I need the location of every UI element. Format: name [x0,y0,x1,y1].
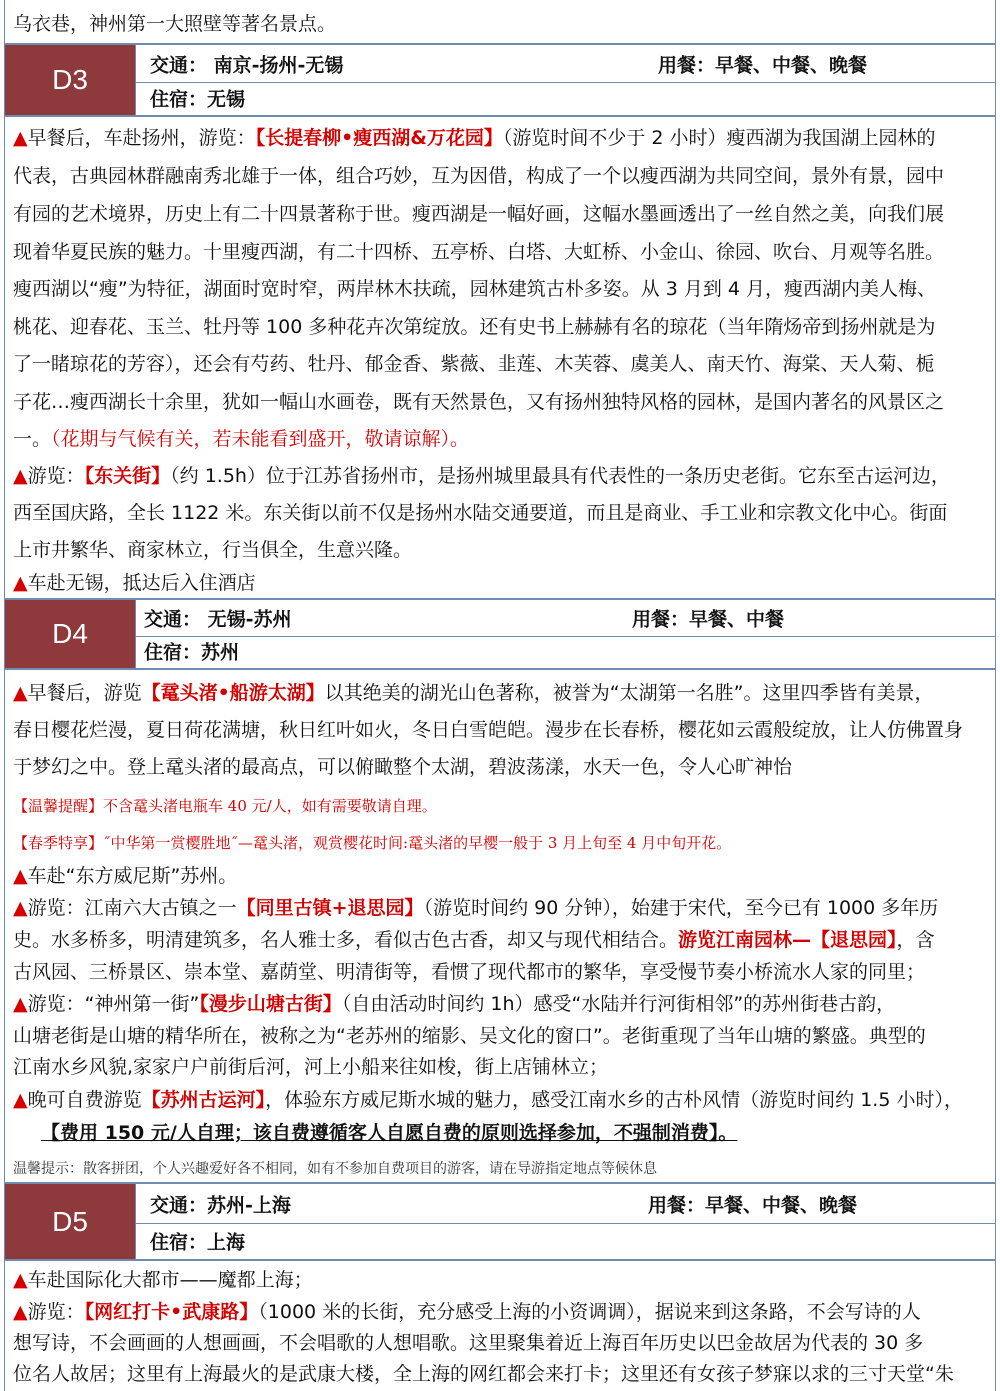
intro-text: 乌衣巷，神州第一大照壁等著名景点。 [13,13,337,35]
text-span: 车赴国际化大都市——魔都上海； [27,1269,313,1291]
tip-note: 温馨提示：散客拼团，个人兴趣爱好各不相同，如有不参加自费项目的游客，请在导游指定地点等候休息 [13,1161,657,1177]
text-span: ，含 [896,929,935,951]
spring-label: 【春季特享】 [13,834,104,852]
header-row-hotel [135,1222,995,1259]
paragraph-line: 山塘老街是山塘的精华所在，被称之为“老苏州的缩影、吴文化的窗口”。老街重现了当年山塘的繁盛。典型的 [13,1025,926,1047]
paragraph-line [13,126,987,150]
spring-special-line [13,831,987,855]
transport-text: 交通：苏州-上海 [150,1194,291,1216]
text-span: 史。水多桥多，明清建筑多，名人雅士多，看似古色古香，却又与现代相结合。 [13,929,679,951]
text-span: （1000 米的长街，充分感受上海的小资调调），据说来到这条路，不会写诗的人 [258,1301,921,1323]
day-header-d5 [5,1182,995,1261]
text-span: 晚可自费游览 [27,1089,142,1111]
header-row-hotel [135,80,995,115]
meals-text: 用餐：早餐、中餐 [632,608,785,631]
highlight-text: 【东关街】 [84,465,171,487]
bullet-triangle-icon: ▲ [13,1301,28,1323]
header-row-transport [135,600,995,637]
text-span: （约 1.5h）位于江苏省扬州市，是扬州城里最具有代表性的一条历史老街。它东至古运河边， [170,465,950,487]
notice-text: （花期与气候有关，若未能看到盛开，敬请谅解）。 [51,428,470,450]
highlight-text: 【同里古镇+退思园】 [236,897,424,919]
paragraph-line: 春日樱花烂漫，夏日荷花满塘，秋日红叶如火，冬日白雪皑皑。漫步在长春桥，樱花如云霞般绽放，让人仿佛置身 [13,719,964,741]
reminder-line [13,794,987,818]
text-span: 早餐后，游览 [27,682,142,704]
paragraph-line: 位名人故居；这里有上海最火的是武康大楼，全上海的网红都会来打卡；这里还有女孩子梦寐以求的三寸天堂“朱 [13,1363,954,1385]
hotel-text: 住宿：无锡 [150,88,246,110]
bullet-triangle-icon: ▲ [13,865,28,887]
day-label: D3 [5,45,135,115]
text-span: 游览： [27,1301,85,1323]
paragraph-line [13,427,987,451]
paragraph-line [13,681,987,705]
paragraph-line: 想写诗，不会画画的人想画画，不会唱歌的人想唱歌。这里聚集着近上海百年历史以巴金故居为代表的 30 多 [13,1332,924,1354]
text-span: （游览时间不少于 2 小时）瘦西湖为我国湖上园林的 [502,127,936,149]
spring-text: ˝中华第一赏樱胜地˝—鼋头渚，观赏樱花时间:鼋头渚的早樱一般于 3 月上旬至 4 月中旬开花。 [103,834,732,852]
hotel-text: 住宿：上海 [150,1231,246,1253]
highlight-text: 【漫步山塘古街】 [199,993,342,1015]
header-row-transport [135,45,995,83]
paragraph-line [13,896,987,920]
paragraph-line [13,864,987,888]
paragraph-line: 有园的艺术境界，历史上有二十四景著称于世。瘦西湖是一幅好画，这幅水墨画透出了一丝自然之美，向我们展 [13,203,945,225]
hotel-text: 住宿：苏州 [144,641,240,664]
day-header-d3 [5,43,995,117]
text-span: 早餐后，车赴扬州，游览： [27,127,256,149]
day-label: D5 [5,1184,135,1259]
text-span: 游览： [27,465,85,487]
paragraph-line [13,928,987,952]
meals-text: 用餐：早餐、中餐、晚餐 [648,1194,858,1216]
reminder-text: 不含鼋头渚电瓶车 40 元/人，如有需要敬请自理。 [103,797,437,815]
itinerary-page [4,0,996,1391]
bullet-triangle-icon: ▲ [13,682,28,704]
paragraph-line [13,1300,987,1324]
text-span: 游览：江南六大古镇之一 [27,897,237,919]
reminder-label: 【温馨提醒】 [13,797,104,815]
bullet-triangle-icon: ▲ [13,572,28,594]
paragraph-line: 上市井繁华、商家林立，行当俱全，生意兴隆。 [13,539,413,561]
meals-text: 用餐：早餐、中餐、晚餐 [658,54,868,76]
header-row-hotel [135,634,995,668]
transport-text: 交通： 南京-扬州-无锡 [150,54,344,76]
fee-notice: 【费用 150 元/人自理；该自费遵循客人自愿自费的原则选择参加，不强制消费】。 [41,1122,738,1144]
paragraph-line: 江南水乡风貌,家家户户前街后河，河上小船来往如梭，街上店铺林立； [13,1056,609,1078]
paragraph-line: 代表，古典园林群融南秀北雄于一体，组合巧妙，互为因借，构成了一个以瘦西湖为共同空间，景外有景，园中 [13,165,945,187]
text-span: 以其绝美的湖光山色著称，被誉为“太湖第一名胜”。这里四季皆有美景， [324,682,934,704]
text-span: 车赴“东方威尼斯”苏州。 [27,865,238,887]
text-span: （自由活动时间约 1h）感受“水陆并行河街相邻”的苏州街巷古韵， [341,993,896,1015]
paragraph-line: 西至国庆路，全长 1122 米。东关街以前不仅是扬州水陆交通要道，而且是商业、手工业和宗教文化中心。街面 [13,502,948,524]
paragraph-line: 古风园、三桥景区、崇本堂、嘉荫堂、明清街等，看惯了现代都市的繁华，享受慢节奏小桥流水人家的同里； [13,961,926,983]
day-header-d4 [5,598,995,670]
day-label: D4 [5,600,135,668]
highlight-text: 【苏州古运河】 [141,1089,266,1111]
bullet-triangle-icon: ▲ [13,1089,28,1111]
transport-text: 交通： 无锡-苏州 [144,608,292,631]
text-span: 一。 [13,428,52,450]
paragraph-line: 瘦西湖以“瘦”为特征，湖面时宽时窄，两岸林木扶疏，园林建筑古朴多姿。从 3 月到 4 月，瘦西湖内美人梅、 [13,278,937,300]
paragraph-line: 了一睹琼花的芳容），还会有芍药、牡丹、郁金香、紫薇、韭莲、木芙蓉、虞美人、南天竹、海棠、天人菊、栀 [13,353,935,375]
paragraph-line [13,571,987,595]
paragraph-line [13,992,987,1016]
paragraph-line: 现着华夏民族的魅力。十里瘦西湖，有二十四桥、五亭桥、白塔、大虹桥、小金山、徐园、吹台、月观等名胜。 [13,241,945,263]
paragraph-line: 子花…瘦西湖长十余里，犹如一幅山水画卷，既有天然景色，又有扬州独特风格的园林，是国内著名的风景区之 [13,391,945,413]
bullet-triangle-icon: ▲ [13,1269,28,1291]
text-span: （游览时间约 90 分钟），始建于宋代，至今已有 1000 多年历 [423,897,939,919]
highlight-text: 【长提春柳•瘦西湖&万花园】 [255,127,503,149]
text-span: ，体验东方威尼斯水城的魅力，感受江南水乡的古朴风情（游览时间约 1.5 小时）， [265,1089,963,1111]
paragraph-line [13,1088,987,1112]
text-span: 游览：“神州第一街” [27,993,200,1015]
header-row-transport [135,1184,995,1224]
paragraph-line: 桃花、迎春花、玉兰、牡丹等 100 多种花卉次第绽放。还有史书上赫赫有名的琼花（当年隋炀帝到扬州就是为 [13,316,936,338]
paragraph-line: 于梦幻之中。登上鼋头渚的最高点，可以俯瞰整个太湖，碧波荡漾，水天一色，令人心旷神怡 [13,756,793,778]
bullet-triangle-icon: ▲ [13,993,28,1015]
highlight-text: 游览江南园林—【退思园】 [678,929,897,951]
highlight-text: 【网红打卡•武康路】 [84,1301,259,1323]
paragraph-line [13,1268,987,1292]
bullet-triangle-icon: ▲ [13,127,28,149]
paragraph-line [13,464,987,488]
highlight-text: 【鼋头渚•船游太湖】 [141,682,325,704]
bullet-triangle-icon: ▲ [13,897,28,919]
text-span: 车赴无锡，抵达后入住酒店 [27,572,256,594]
bullet-triangle-icon: ▲ [13,465,28,487]
